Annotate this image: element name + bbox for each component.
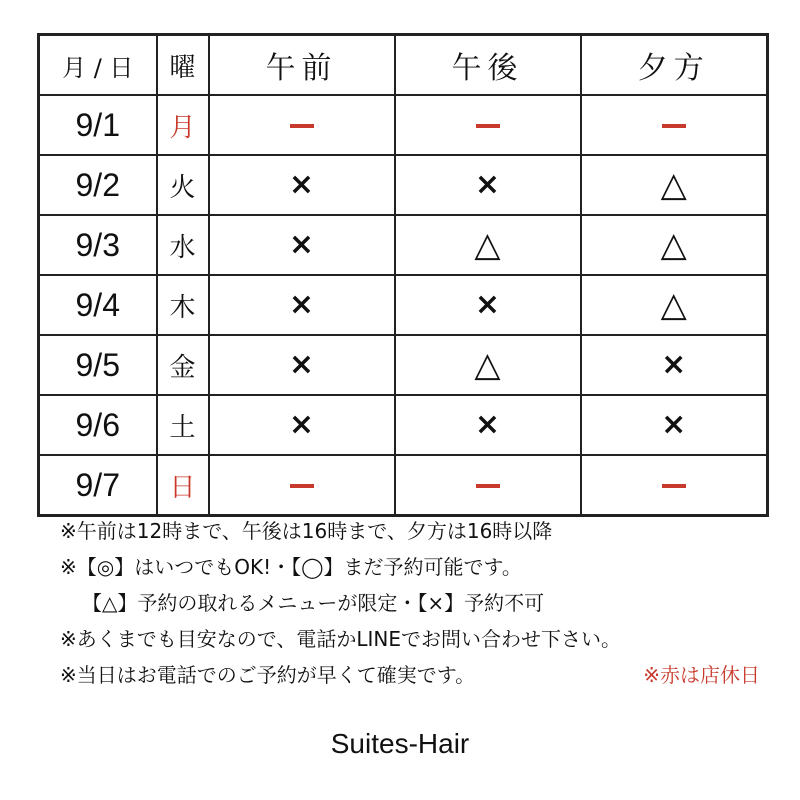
morning-status: [209, 275, 395, 335]
table-row: [39, 275, 768, 335]
evening-status: [581, 455, 768, 516]
date-cell: 9/5: [39, 335, 157, 395]
closed-dash: [662, 124, 686, 128]
weekday-cell: 木: [157, 275, 209, 335]
note-closed-days: ※赤は店休日: [643, 663, 760, 687]
morning-status: [209, 455, 395, 516]
date-cell: 9/6: [39, 395, 157, 455]
closed-dash: [290, 484, 314, 488]
morning-status: [209, 215, 395, 275]
schedule-table: [37, 33, 769, 517]
header-date: 月 / 日: [39, 35, 157, 96]
date-cell: 9/7: [39, 455, 157, 516]
closed-dash: [476, 484, 500, 488]
afternoon-status: [395, 215, 581, 275]
limited-mark: △: [660, 225, 687, 265]
weekday-cell: 火: [157, 155, 209, 215]
header-evening: 夕方: [581, 35, 768, 96]
unavailable-mark: ×: [474, 407, 501, 442]
closed-dash: [290, 124, 314, 128]
afternoon-status: [395, 335, 581, 395]
evening-status: [581, 335, 768, 395]
morning-status: [209, 335, 395, 395]
date-cell: 9/4: [39, 275, 157, 335]
afternoon-status: [395, 275, 581, 335]
weekday-cell: 日: [157, 455, 209, 516]
date-cell: 9/3: [39, 215, 157, 275]
table-row: [39, 455, 768, 516]
note-sameday-row: [60, 657, 760, 693]
afternoon-status: [395, 395, 581, 455]
evening-status: [581, 155, 768, 215]
date-cell: 9/2: [39, 155, 157, 215]
note-legend-available: ※【◎】はいつでもOK!・【◯】まだ予約可能です。: [60, 555, 522, 579]
header-afternoon: 午後: [395, 35, 581, 96]
note-contact: ※あくまでも目安なので、電話かLINEでお問い合わせ下さい。: [60, 627, 621, 651]
evening-status: [581, 95, 768, 155]
evening-status: [581, 275, 768, 335]
limited-mark: △: [474, 345, 501, 385]
closed-dash: [476, 124, 500, 128]
note-hours: ※午前は12時まで、午後は16時まで、夕方は16時以降: [60, 519, 553, 543]
table-row: [39, 215, 768, 275]
evening-status: [581, 215, 768, 275]
limited-mark: △: [660, 285, 687, 325]
weekday-cell: 土: [157, 395, 209, 455]
afternoon-status: [395, 95, 581, 155]
unavailable-mark: ×: [661, 407, 687, 442]
note-sameday: ※当日はお電話でのご予約が早くて確実です。: [60, 663, 476, 687]
unavailable-mark: ×: [288, 227, 315, 262]
notes: [60, 513, 760, 693]
morning-status: [209, 155, 395, 215]
table-row: [39, 155, 768, 215]
weekday-cell: 金: [157, 335, 209, 395]
afternoon-status: [395, 155, 581, 215]
evening-status: [581, 395, 768, 455]
note-legend-limited: 【△】予約の取れるメニューが限定・【×】予約不可: [82, 591, 545, 615]
table-row: [39, 95, 768, 155]
unavailable-mark: ×: [288, 407, 315, 442]
closed-dash: [662, 484, 686, 488]
weekday-cell: 月: [157, 95, 209, 155]
schedule-body: [39, 95, 768, 516]
header-morning: 午前: [209, 35, 395, 96]
unavailable-mark: ×: [474, 167, 501, 202]
header-row: [39, 35, 768, 96]
limited-mark: △: [660, 165, 687, 205]
limited-mark: △: [474, 225, 501, 265]
afternoon-status: [395, 455, 581, 516]
unavailable-mark: ×: [661, 347, 687, 382]
morning-status: [209, 95, 395, 155]
unavailable-mark: ×: [288, 287, 315, 322]
weekday-cell: 水: [157, 215, 209, 275]
table-row: [39, 335, 768, 395]
morning-status: [209, 395, 395, 455]
unavailable-mark: ×: [474, 287, 501, 322]
unavailable-mark: ×: [288, 167, 315, 202]
date-cell: 9/1: [39, 95, 157, 155]
unavailable-mark: ×: [288, 347, 315, 382]
table-row: [39, 395, 768, 455]
header-weekday: 曜: [157, 35, 209, 96]
brand-name: Suites-Hair: [330, 728, 470, 759]
